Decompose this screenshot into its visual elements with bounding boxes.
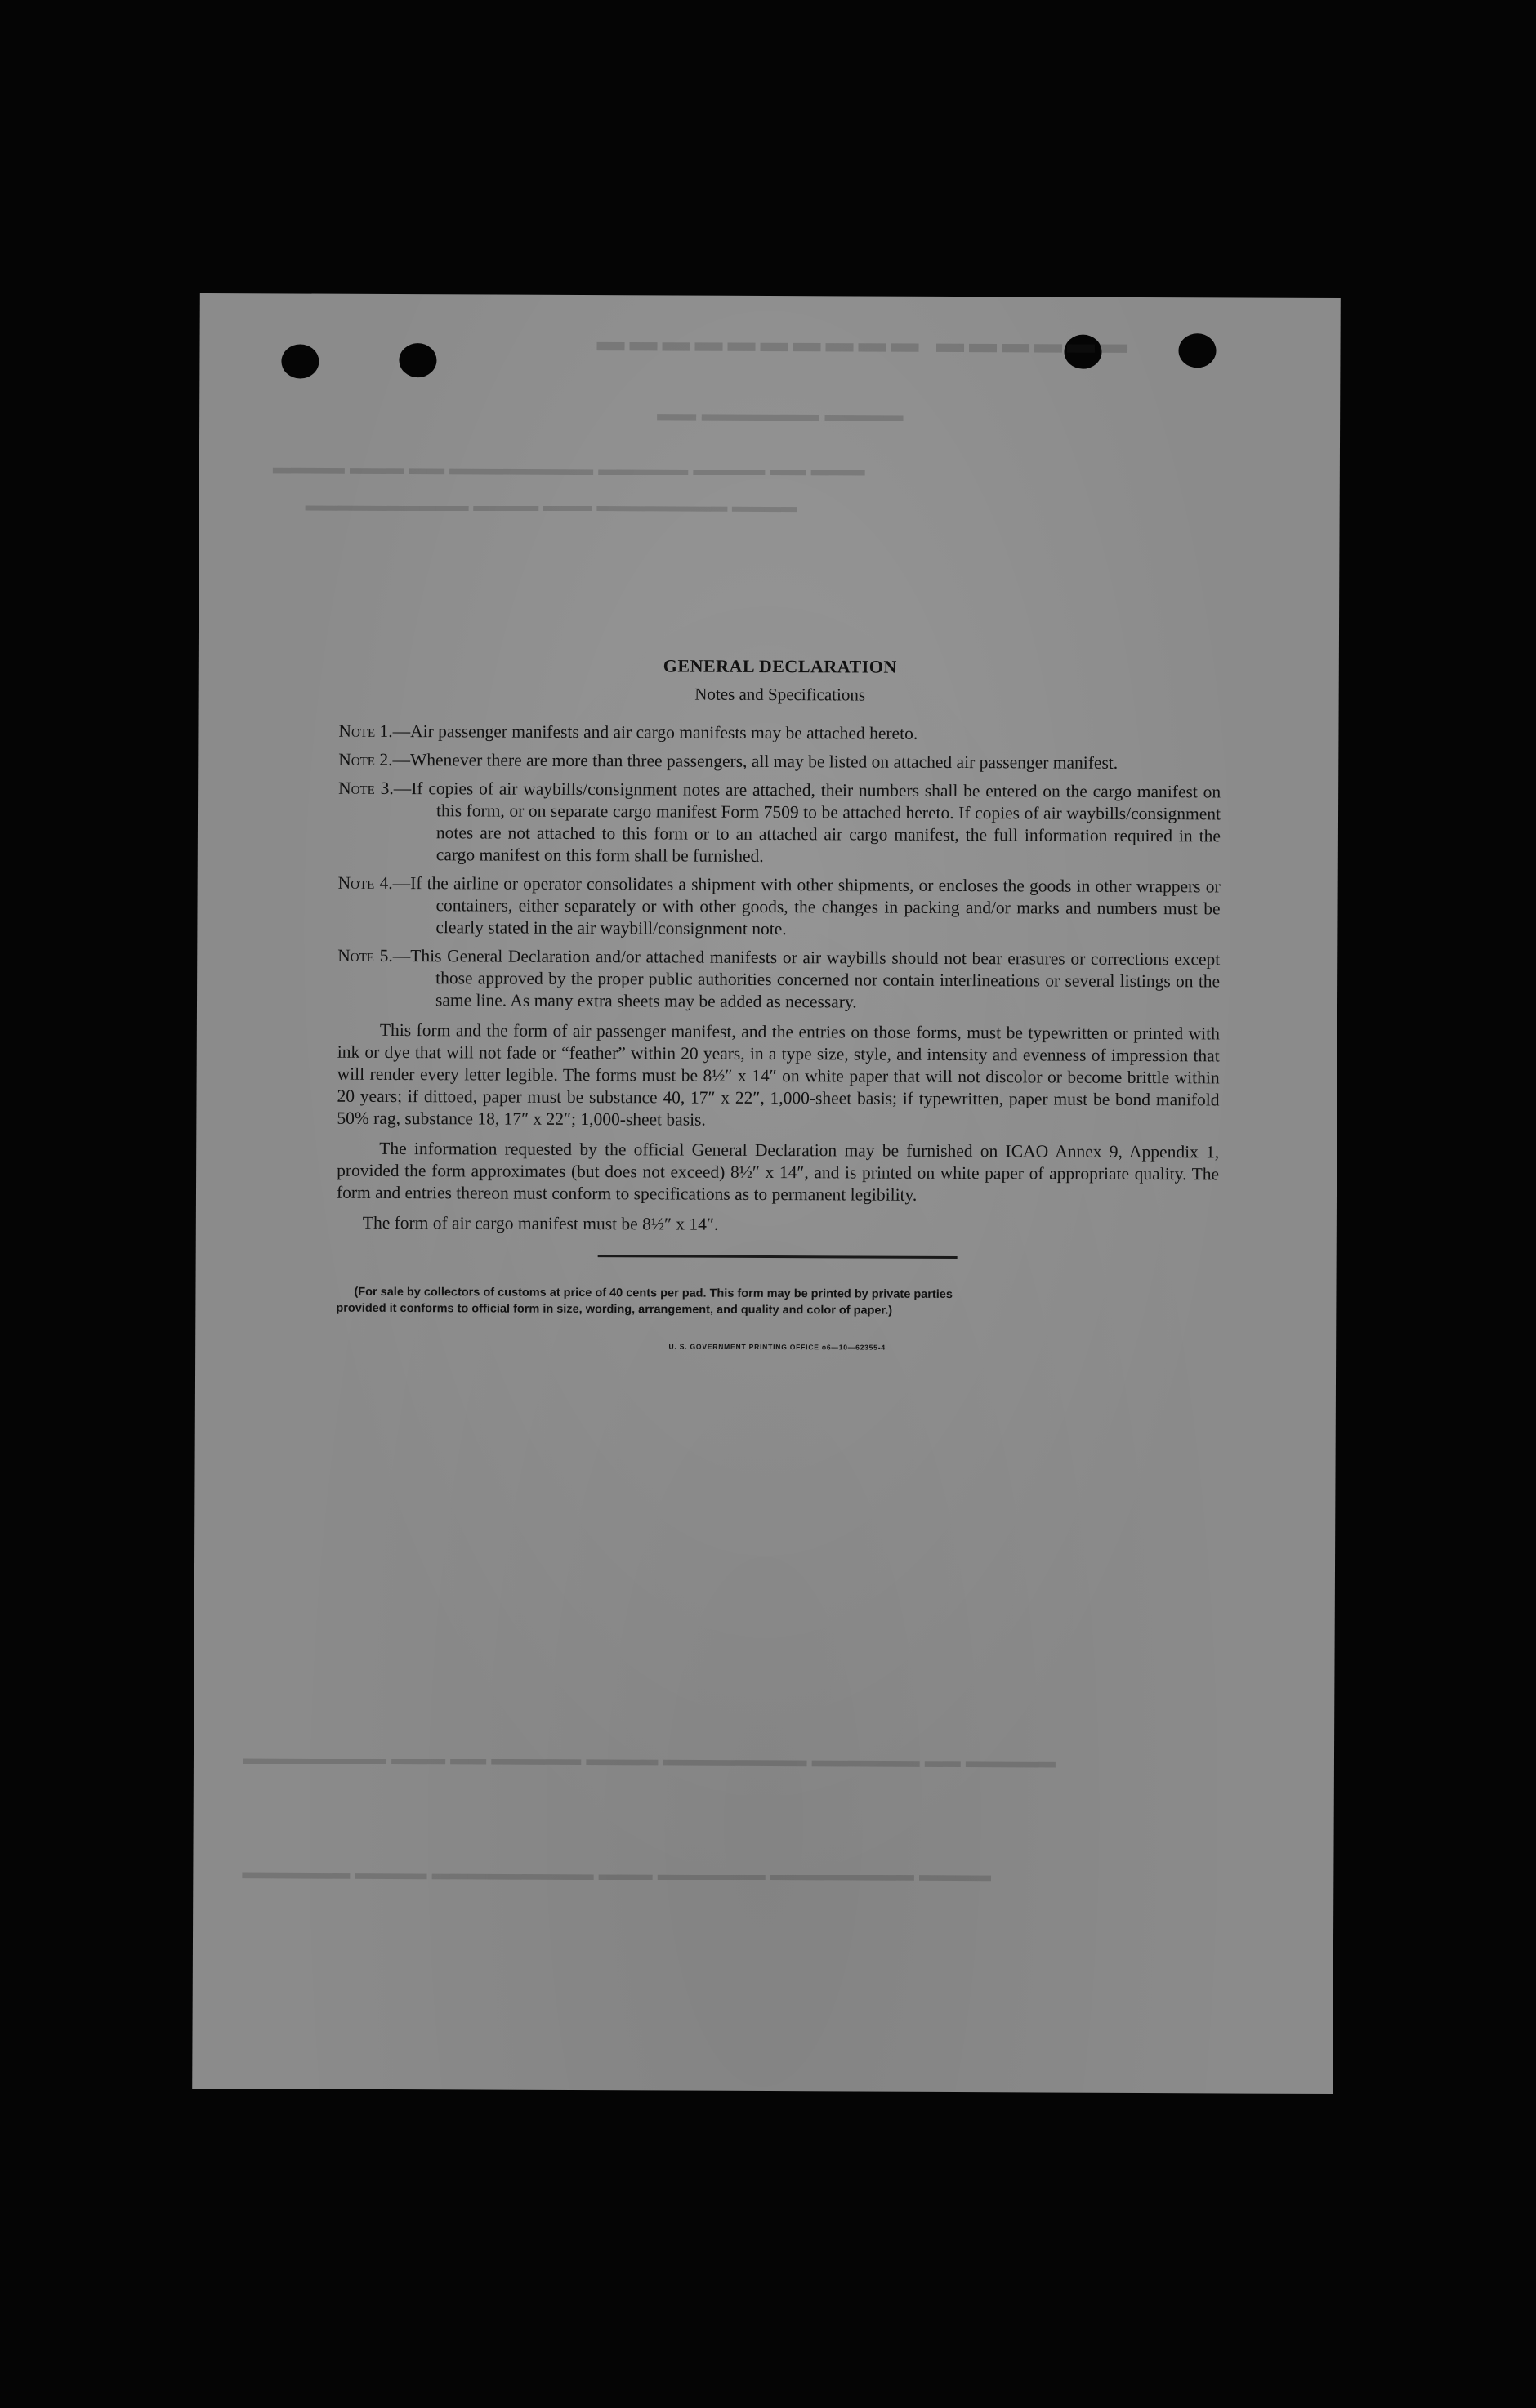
document-title: GENERAL DECLARATION [663,655,897,677]
note-label: Note 2. [338,749,393,769]
note-label: Note 5. [337,945,393,966]
reverse-bleed-through: ▬▬▬▬ ▬▬▬▬▬▬▬▬ ▬▬▬ ▬▬▬▬ ▬▬▬▬▬▬▬▬▬▬ [305,496,797,517]
sale-notice-line-1: (For sale by collectors of customs at price of 40 cents per pad. This form may be printed by private parties [354,1285,953,1301]
note-1 [338,720,1221,747]
printer-imprint: U. S. GOVERNMENT PRINTING OFFICE o6—10—62355-4 [668,1342,886,1352]
note-4 [337,872,1220,943]
document-page [192,293,1341,2094]
reverse-bleed-through: ▬▬▬▬▬▬ ▬▬▬▬▬▬▬▬▬▬ [592,326,1128,359]
reverse-bleed-through: ▬▬▬▬▬ ▬▬ ▬▬▬▬▬▬ ▬▬▬▬▬▬▬▬ ▬▬▬▬ ▬▬▬▬▬ ▬▬ ▬▬▬ ▬▬▬▬▬▬▬▬ [242,1747,1056,1772]
note-label: Note 4. [337,872,393,894]
note-2 [338,749,1221,775]
declaration-notes [336,653,1221,1361]
note-text: —Whenever there are more than three passengers, all may be listed on attached air passenger manifest. [392,749,1119,773]
note-text: —If copies of air waybills/consignment notes are attached, their numbers shall be entered on the cargo manifest on this form, or on separate cargo manifest Form 7509 to be attached hereto. If copies of air waybills/consignment notes are not attached to this form or to an attached air cargo manifest, the full information required in the cargo manifest on this form shall be furnished. [393,778,1221,866]
reverse-bleed-through: ▬▬▬▬ ▬▬▬▬▬▬▬▬ ▬▬▬▬▬▬ ▬▬▬ ▬▬▬▬▬▬▬▬▬ ▬▬▬▬ ▬▬▬▬▬▬ [242,1862,992,1886]
note-label: Note 3. [338,778,394,799]
punch-hole [281,344,319,378]
punch-hole [1178,333,1216,368]
sale-notice [336,1284,1218,1321]
note-text: —If the airline or operator consolidates a shipment with other shipments, or encloses the goods in other wrappers or containers, either separately or with other goods, the changes in packing and/or marks and numbers must be clearly stated in the air waybill/consignment note. [392,873,1221,939]
note-5 [337,945,1220,1015]
punch-hole [399,343,436,377]
paper-specification-paragraph: This form and the form of air passenger manifest, and the entries on those forms, must be typewritten or printed with ink or dye that will not fade or “feather” within 20 years, in a type size, style, and intensity and evenness of impression that will render every letter legible. The forms must be 8½″ x 14″ on white paper that will not discolor or become brittle within 20 years; if dittoed, paper must be substance 40, 17″ x 22″, 1,000-sheet basis; if typewritten, paper must be bond manifold 50% rag, substance 18, 17″ x 22″; 1,000-sheet basis. [337,1019,1220,1130]
document-subtitle: Notes and Specifications [694,684,866,705]
reverse-bleed-through: ▬▬▬▬ ▬▬▬▬▬▬ ▬▬ [657,403,904,426]
note-text: —This General Declaration and/or attached manifests or air waybills should not bear erasures or corrections except those approved by the proper public authorities concerned nor contain interlineations or several listings on the same line. As many extra sheets may be added as necessary. [392,946,1221,1012]
note-3 [338,778,1221,870]
note-text: —Air passenger manifests and air cargo manifests may be attached hereto. [392,720,918,743]
reverse-bleed-through: ▬▬▬ ▬▬ ▬▬▬▬ ▬▬▬▬▬ ▬▬▬▬▬▬▬▬ ▬▬ ▬▬▬ ▬▬▬▬ [272,457,865,480]
note-label: Note 1. [338,720,393,741]
divider-rule [598,1255,958,1259]
icao-paragraph: The information requested by the official General Declaration may be furnished on ICAO Annex 9, Appendix 1, provided the form approximates (but does not exceed) 8½″ x 14″, and is printed on white paper of appropriate quality. The form and entries thereon must conform to specifications as to permanent legibility. [336,1138,1220,1205]
sale-notice-line-2: provided it conforms to official form in size, wording, arrangement, and quality and color of paper.) [336,1301,893,1318]
cargo-manifest-size-line: The form of air cargo manifest must be 8½″ x 14″. [362,1212,719,1234]
